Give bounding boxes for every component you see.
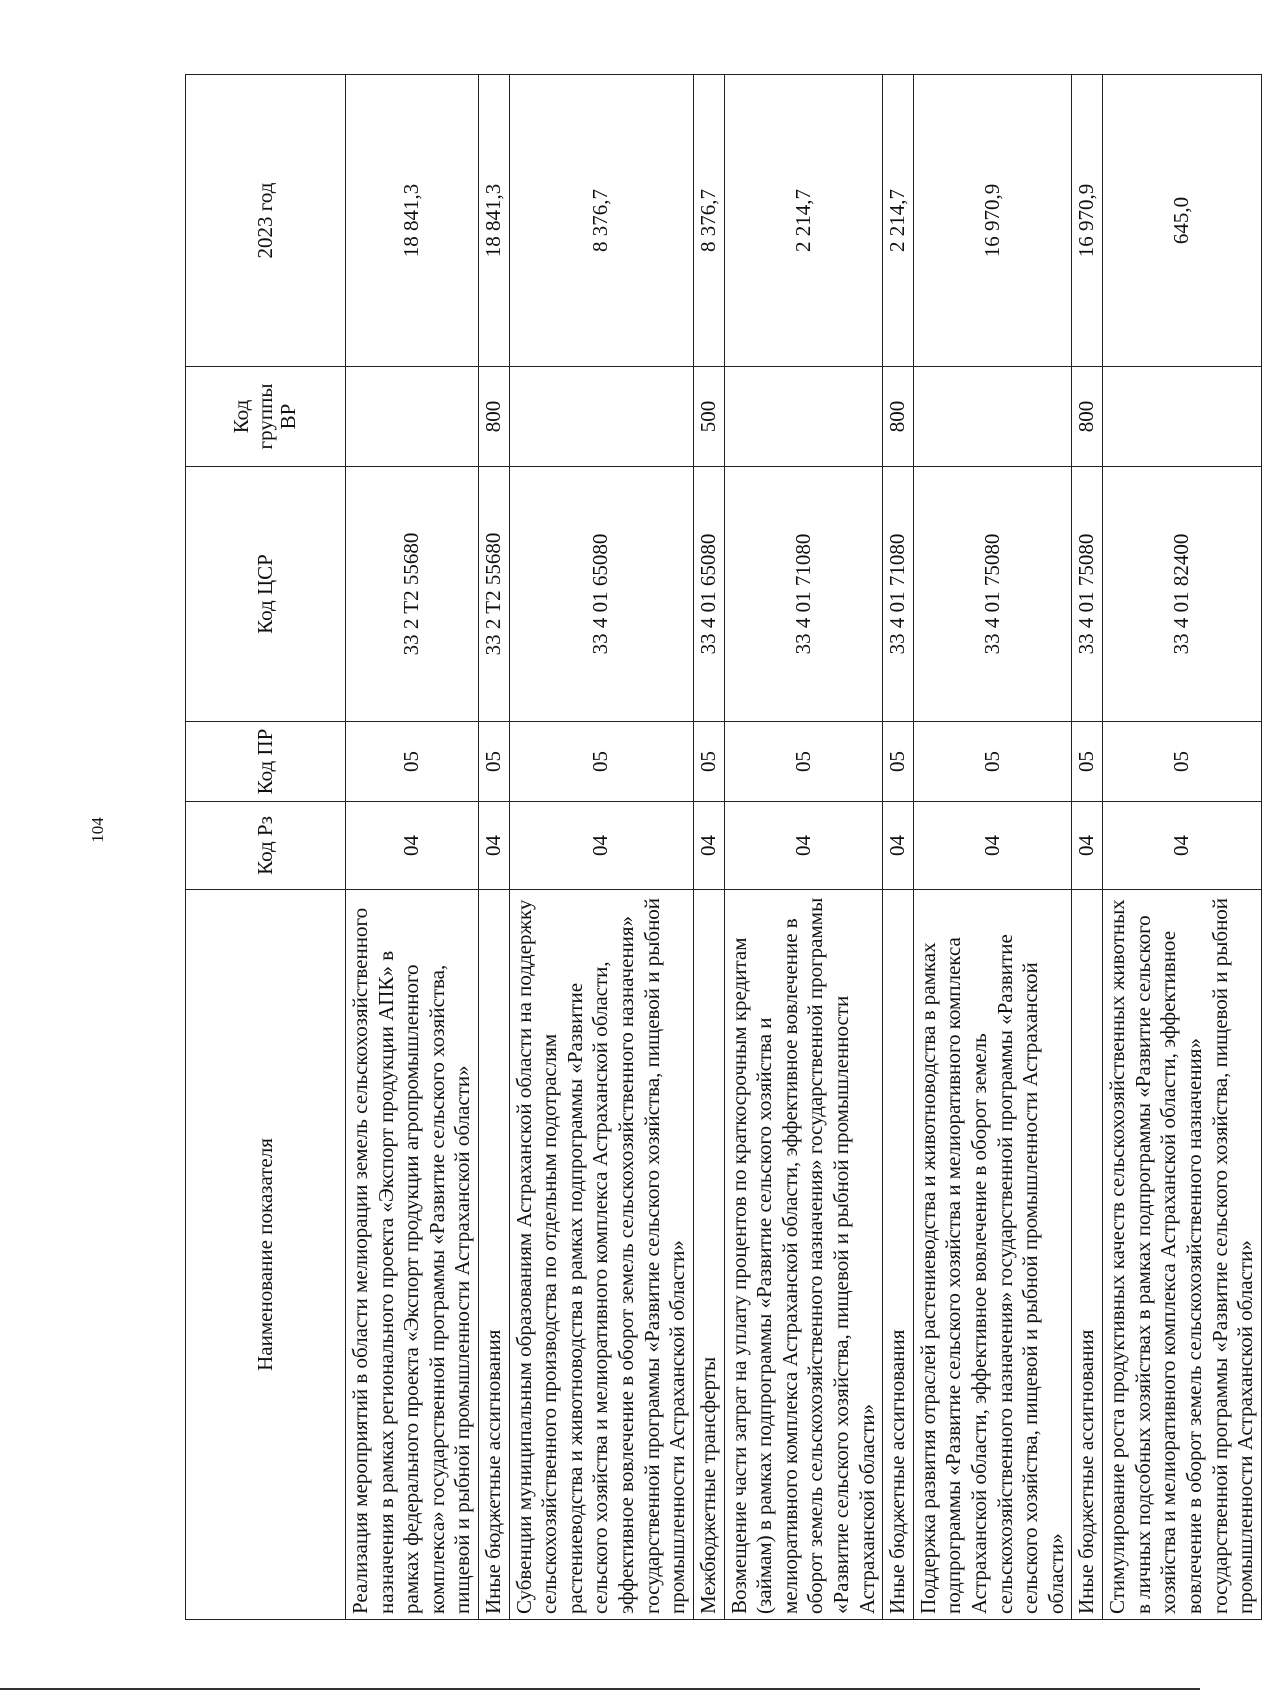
row-name: Субвенции муниципальным образованиям Астраханской области на поддержку сельскохозяйственного производства по отдельным подотраслям растениеводства и животноводства в рамках подпрограммы «Развитие сельского хозяйства и мелиоративного комплекса Астраханской области, эффективное вовлечение в оборот земель сельскохозяйственного назначения» государственной программы «Развитие сельского хозяйства, пищевой и рыбной промышленности Астраханской области» [509, 890, 693, 1620]
row-vr [509, 367, 693, 467]
row-amount: 18 841,3 [479, 75, 510, 367]
table-row [1072, 75, 1103, 1620]
row-name: Иные бюджетные ассигнования [883, 890, 914, 1620]
row-csr: 33 4 01 71080 [883, 467, 914, 722]
row-vr: 800 [479, 367, 510, 467]
row-rz: 04 [1103, 802, 1262, 890]
row-csr: 33 4 01 75080 [913, 467, 1072, 722]
row-name: Стимулирование роста продуктивных качеств сельскохозяйственных животных в личных подсобных хозяйствах в рамках подпрограммы «Развитие сельского хозяйства и мелиоративного комплекса Астраханской области, эффективное вовлечение в оборот земель сельскохозяйственного назначения» государственной программы «Развитие сельского хозяйства, пищевой и рыбной промышленности Астраханской области» [1103, 890, 1262, 1620]
scan-bottom-border [0, 1688, 1200, 1690]
row-vr [913, 367, 1072, 467]
table-row [724, 75, 883, 1620]
row-rz: 04 [479, 802, 510, 890]
row-pr: 05 [479, 722, 510, 802]
row-name: Межбюджетные трансферты [693, 890, 724, 1620]
row-name: Реализация мероприятий в области мелиорации земель сельскохозяйственного назначения в рамках регионального проекта «Экспорт продукции АПК» в рамках федерального проекта «Экспорт продукции агропромышленного комплекса» государственной программы «Развитие сельского хозяйства, пищевой и рыбной промышленности Астраханской области» [346, 890, 479, 1620]
row-rz: 04 [913, 802, 1072, 890]
row-pr: 05 [724, 722, 883, 802]
row-vr [1103, 367, 1262, 467]
row-rz: 04 [509, 802, 693, 890]
row-pr: 05 [509, 722, 693, 802]
rotated-table-container [185, 75, 1258, 1620]
table-row [883, 75, 914, 1620]
row-csr: 33 4 01 65080 [693, 467, 724, 722]
table-row [913, 75, 1072, 1620]
table-row [346, 75, 479, 1620]
row-vr [724, 367, 883, 467]
row-name: Иные бюджетные ассигнования [1072, 890, 1103, 1620]
page-number: 104 [88, 817, 107, 843]
table-row [479, 75, 510, 1620]
table-row [693, 75, 724, 1620]
header-name: Наименование показателя [186, 890, 346, 1620]
header-rz: Код Рз [186, 802, 346, 890]
row-csr: 33 4 01 75080 [1072, 467, 1103, 722]
row-name: Иные бюджетные ассигнования [479, 890, 510, 1620]
row-csr: 33 2 T2 55680 [346, 467, 479, 722]
row-pr: 05 [346, 722, 479, 802]
row-rz: 04 [346, 802, 479, 890]
row-rz: 04 [724, 802, 883, 890]
row-amount: 8 376,7 [693, 75, 724, 367]
row-csr: 33 4 01 65080 [509, 467, 693, 722]
row-csr: 33 4 01 71080 [724, 467, 883, 722]
header-pr: Код ПР [186, 722, 346, 802]
row-vr: 800 [883, 367, 914, 467]
header-year: 2023 год [186, 75, 346, 367]
row-rz: 04 [1072, 802, 1103, 890]
row-pr: 05 [1103, 722, 1262, 802]
row-pr: 05 [693, 722, 724, 802]
table-header-row [186, 75, 346, 1620]
row-amount: 2 214,7 [724, 75, 883, 367]
row-rz: 04 [883, 802, 914, 890]
row-pr: 05 [913, 722, 1072, 802]
row-amount: 645,0 [1103, 75, 1262, 367]
row-vr: 800 [1072, 367, 1103, 467]
table-row [1103, 75, 1262, 1620]
row-vr: 500 [693, 367, 724, 467]
row-vr [346, 367, 479, 467]
row-pr: 05 [1072, 722, 1103, 802]
row-name: Поддержка развития отраслей растениеводства и животноводства в рамках подпрограммы «Развитие сельского хозяйства и мелиоративного комплекса Астраханской области, эффективное вовлечение в оборот земель сельскохозяйственного назначения» государственной программы «Развитие сельского хозяйства, пищевой и рыбной промышленности Астраханской области» [913, 890, 1072, 1620]
row-csr: 33 2 T2 55680 [479, 467, 510, 722]
row-amount: 18 841,3 [346, 75, 479, 367]
row-amount: 2 214,7 [883, 75, 914, 367]
header-csr: Код ЦСР [186, 467, 346, 722]
row-amount: 8 376,7 [509, 75, 693, 367]
row-amount: 16 970,9 [913, 75, 1072, 367]
table-row [509, 75, 693, 1620]
row-amount: 16 970,9 [1072, 75, 1103, 367]
header-vr: Код группы ВР [186, 367, 346, 467]
budget-table [185, 74, 1262, 1620]
row-rz: 04 [693, 802, 724, 890]
row-pr: 05 [883, 722, 914, 802]
row-name: Возмещение части затрат на уплату процентов по краткосрочным кредитам (займам) в рамках подпрограммы «Развитие сельского хозяйства и мелиоративного комплекса Астраханской области, эффективное вовлечение в оборот земель сельскохозяйственного назначения» государственной программы «Развитие сельского хозяйства, пищевой и рыбной промышленности Астраханской области» [724, 890, 883, 1620]
row-csr: 33 4 01 82400 [1103, 467, 1262, 722]
